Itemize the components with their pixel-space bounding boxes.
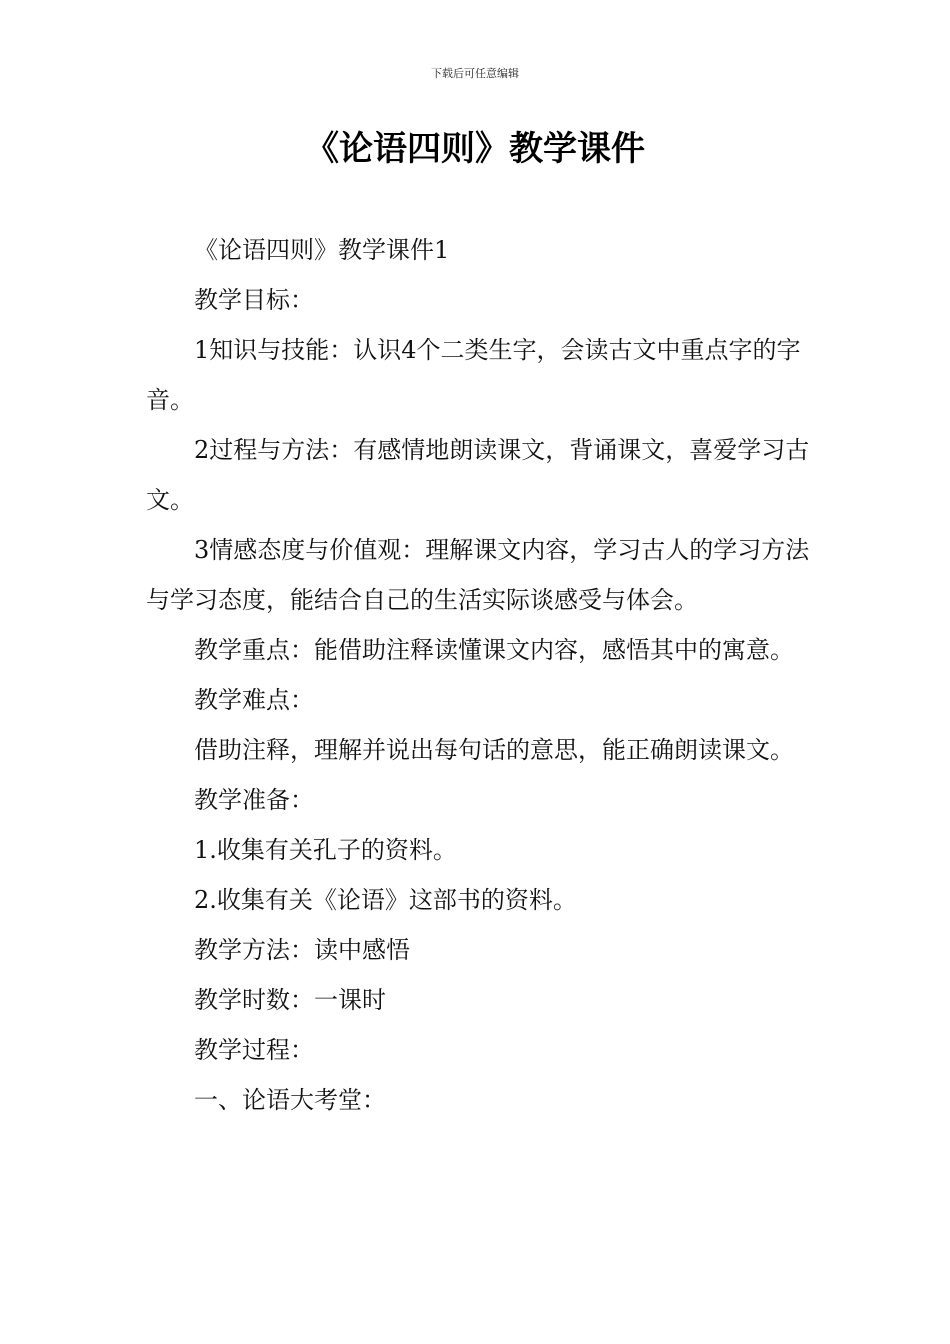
paragraph-preparation-label: 教学准备： xyxy=(194,786,314,814)
paragraph-process-label: 教学过程： xyxy=(194,1036,314,1064)
paragraph-difficulty-label: 教学难点： xyxy=(194,686,314,714)
paragraph-objectives-label: 教学目标： xyxy=(194,286,314,314)
paragraph-objective-emotion: 3情感态度与价值观：理解课文内容，学习古人的学习方法与学习态度，能结合自己的生活实际谈感受与体会。 xyxy=(146,536,810,614)
paragraph-objective-knowledge: 1知识与技能：认识4个二类生字，会读古文中重点字的字音。 xyxy=(146,336,801,414)
paragraph-method: 教学方法：读中感悟 xyxy=(194,936,410,964)
paragraph-objective-process: 2过程与方法：有感情地朗读课文，背诵课文，喜爱学习古文。 xyxy=(146,436,810,514)
header-note: 下载后可任意编辑 xyxy=(431,67,519,80)
paragraph-preparation-item-2: 2.收集有关《论语》这部书的资料。 xyxy=(194,886,577,914)
document-body xyxy=(146,225,810,1125)
paragraph-process-step-1: 一、论语大考堂： xyxy=(194,1086,386,1114)
paragraph-section-heading: 《论语四则》教学课件1 xyxy=(194,236,450,264)
paragraph-key-point: 教学重点：能借助注释读懂课文内容，感悟其中的寓意。 xyxy=(194,636,794,664)
paragraph-preparation-item-1: 1.收集有关孔子的资料。 xyxy=(194,836,457,864)
paragraph-duration: 教学时数：一课时 xyxy=(194,986,386,1014)
document-title: 《论语四则》教学课件 xyxy=(305,129,645,169)
paragraph-difficulty-text: 借助注释，理解并说出每句话的意思，能正确朗读课文。 xyxy=(194,736,794,764)
